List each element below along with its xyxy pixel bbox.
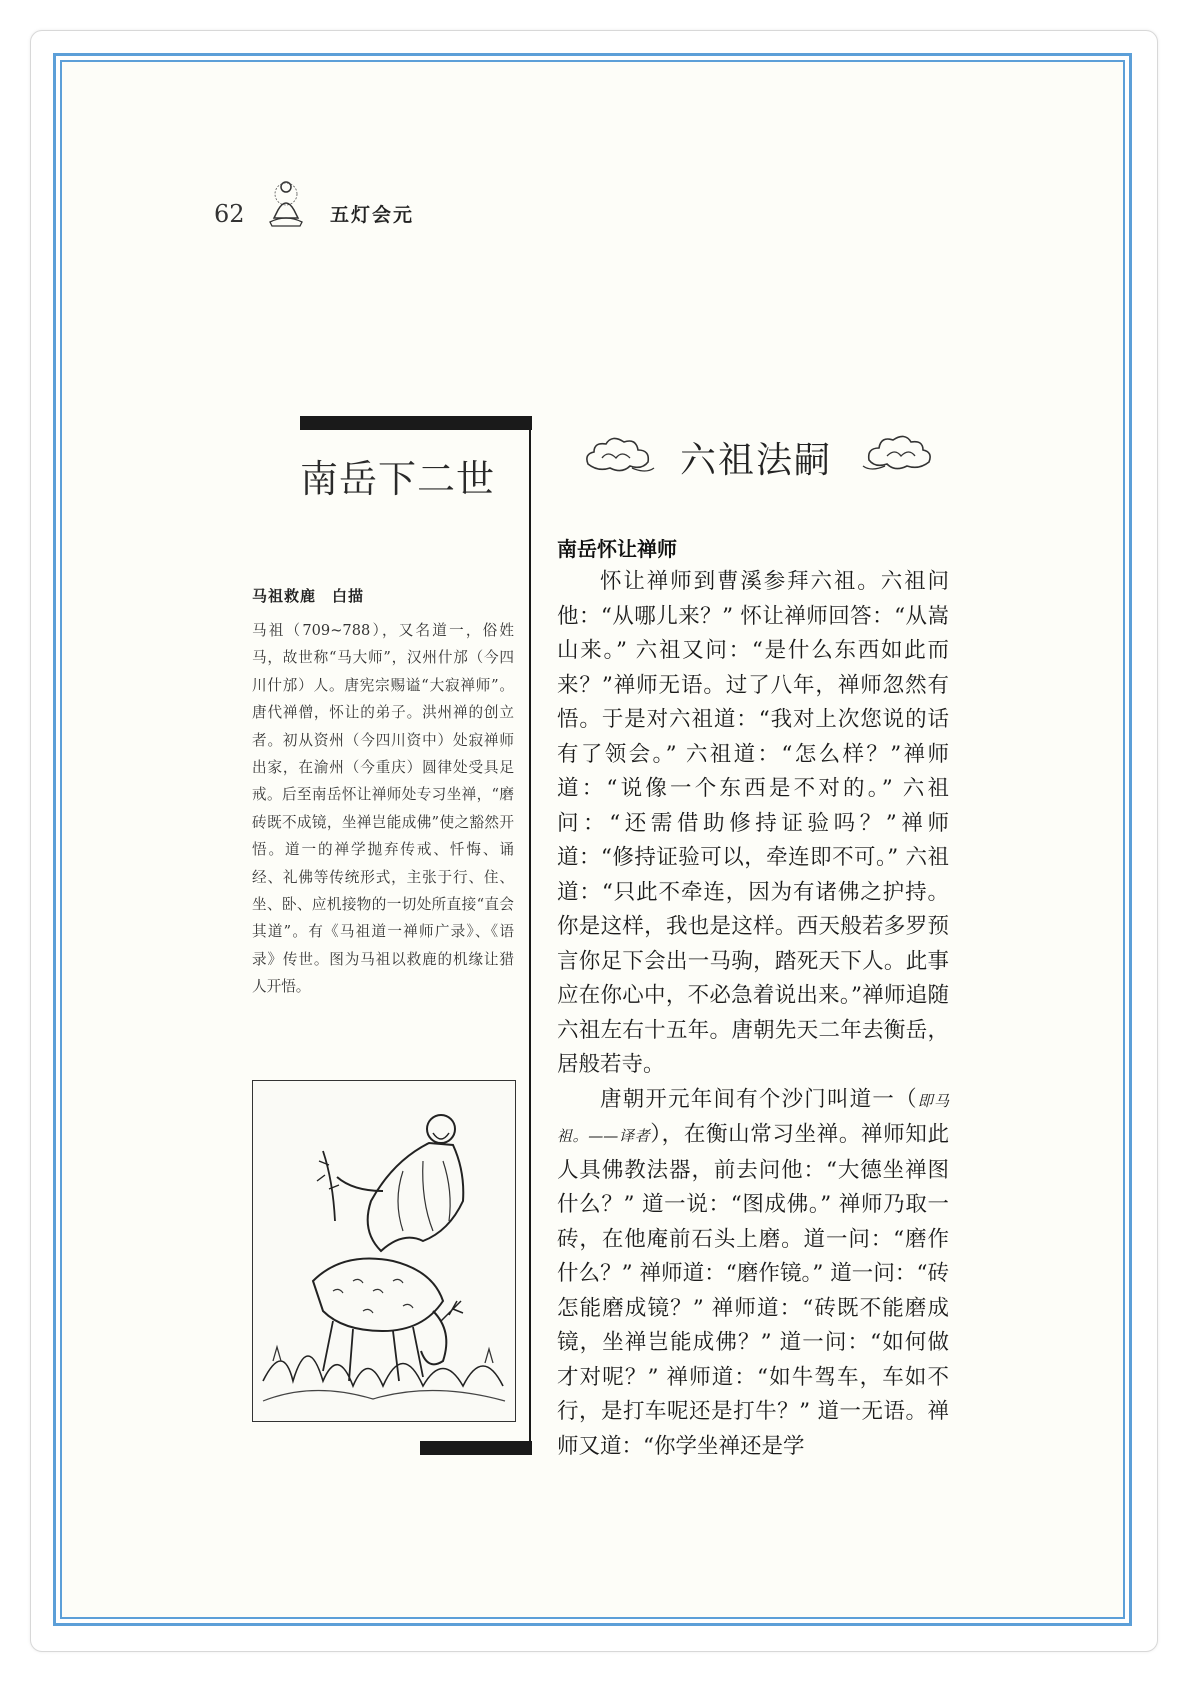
section-main-title: 六祖法嗣 [680, 440, 833, 481]
page-number: 62 [214, 200, 245, 228]
seated-buddha-icon [266, 180, 306, 230]
running-title: 五灯会元 [330, 204, 415, 226]
caption-title: 马祖救鹿 白描 [252, 587, 365, 605]
auspicious-cloud-icon-right [860, 428, 935, 473]
main-body-text [557, 565, 949, 1464]
translator-note: 即马祖。——译者 [557, 1091, 949, 1145]
monk-saving-deer-illustration [252, 1080, 516, 1422]
column-divider [529, 430, 531, 1455]
body-paragraph: 怀让禅师到曹溪参拜六祖。六祖问他：“从哪儿来？” 怀让禅师回答：“从嵩山来。” 六祖又问：“是什么东西如此而来？”禅师无语。过了八年，禅师忽然有悟。于是对六祖道：“我对上次您说的话有了领会。” 六祖道：“怎么样？”禅师道：“说像一个东西是不对的。” 六祖问：“还需借助修持证验吗？”禅师道：“修持证验可以，牵连即不可。” 六祖道：“只此不牵连，因为有诸佛之护持。你是这样，我也是这样。西天般若多罗预言你足下会出一马驹，踏死天下人。此事应在你心中，不必急着说出来。”禅师追随六祖左右十五年。唐朝先天二年去衡岳，居般若寺。 [557, 569, 949, 1077]
lineage-heading: 南岳下二世 [300, 457, 496, 501]
heading-bar-bottom [420, 1441, 532, 1455]
auspicious-cloud-icon [582, 430, 657, 475]
master-name-heading: 南岳怀让禅师 [557, 537, 677, 561]
body-paragraph-2 [557, 1083, 949, 1465]
paragraph-text-cont: ），在衡山常习坐禅。禅师知此人具佛教法器，前去问他：“大德坐禅图什么？” 道一说：“图成佛。” 禅师乃取一砖，在他庵前石头上磨。道一问：“磨作什么？” 禅师道：“磨作镜。” 道一问：“砖怎能磨成镜？” 禅师道：“砖既不能磨成镜，坐禅岂能成佛？” 道一问：“如何做才对呢？” 禅师道：“如牛驾车，车如不行，是打车呢还是打牛？” 道一无语。禅师又道：“你学坐禅还是学 [557, 1122, 949, 1459]
paragraph-text: 唐朝开元年间有个沙门叫道一（ [600, 1086, 918, 1112]
heading-bar-top [300, 416, 532, 430]
caption-body: 马祖（709~788），又名道一，俗姓马，故世称“马大师”，汉州什邡（今四川什邡）人。唐宪宗赐谥“大寂禅师”。唐代禅僧，怀让的弟子。洪州禅的创立者。初从资州（今四川资中）处寂禅师出家，在渝州（今重庆）圆律处受具足戒。后至南岳怀让禅师处专习坐禅，“磨砖既不成镜，坐禅岂能成佛”使之豁然开悟。道一的禅学抛弃传戒、忏悔、诵经、礼佛等传统形式，主张于行、住、坐、卧、应机接物的一切处所直接“直会其道”。有《马祖道一禅师广录》、《语录》传世。图为马祖以救鹿的机缘让猎人开悟。 [252, 622, 514, 996]
